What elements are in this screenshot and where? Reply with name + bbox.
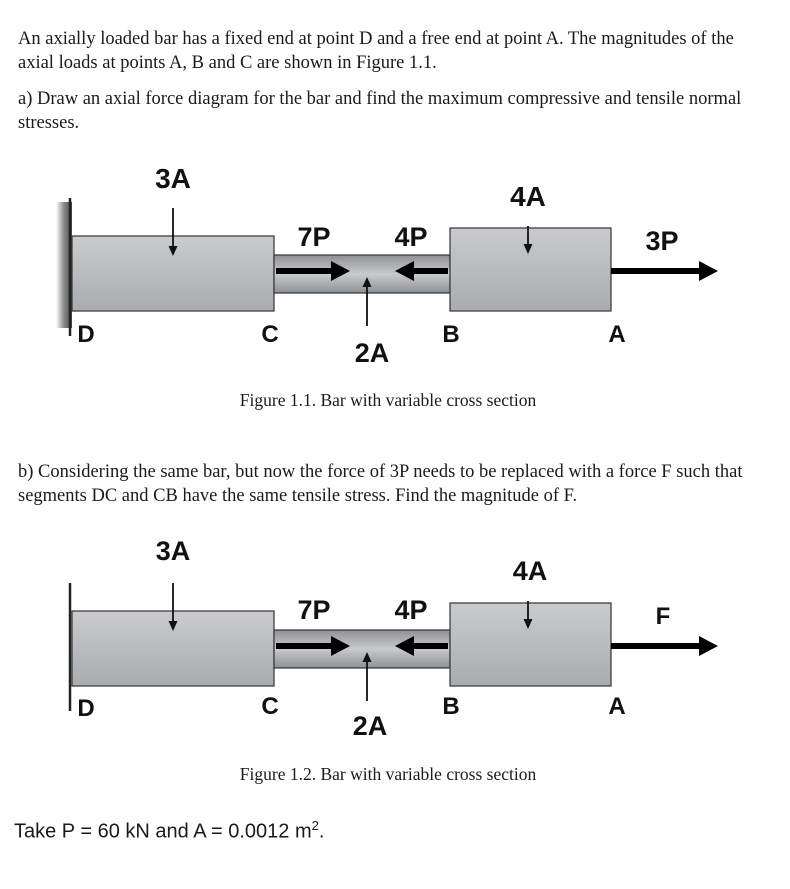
point-label-d: D <box>77 321 95 348</box>
figure-1-caption: Figure 1.1. Bar with variable cross section <box>239 390 537 410</box>
point-label-a: A <box>608 693 626 720</box>
area-arrow-cb <box>363 277 372 326</box>
segment-ba <box>450 603 611 686</box>
point-label-b: B <box>442 321 460 348</box>
area-label-ba: 4A <box>510 181 546 212</box>
force-label-c: 7P <box>297 595 331 625</box>
area-arrow-dc <box>169 583 178 631</box>
given-period: . <box>318 820 325 843</box>
area-label-dc: 3A <box>155 536 191 566</box>
problem-part-b: b) Considering the same bar, but now the force of 3P needs to be replaced with a force F such that segments DC and CB have the same tensile stress. Find the magnitude of F. <box>18 462 743 506</box>
area-label-cb: 2A <box>352 711 388 741</box>
segment-ba <box>450 228 611 311</box>
area-label-ba: 4A <box>512 556 548 586</box>
force-label-a: 3P <box>645 226 679 256</box>
force-label-c: 7P <box>297 222 331 252</box>
area-label-dc: 3A <box>155 163 191 194</box>
point-label-b: B <box>442 693 460 720</box>
force-label-a: F <box>655 603 671 630</box>
force-label-b: 4P <box>394 595 428 625</box>
point-label-c: C <box>261 321 279 348</box>
problem-part-a: a) Draw an axial force diagram for the bar and find the maximum compressive and tensile normal stresses. <box>18 89 742 133</box>
given-exponent: 2 <box>311 818 319 833</box>
point-label-c: C <box>261 693 279 720</box>
figure-1-diagram <box>0 150 790 385</box>
area-label-cb: 2A <box>354 338 390 368</box>
point-label-d: D <box>77 695 95 722</box>
point-label-a: A <box>608 321 626 348</box>
given-values <box>14 818 324 844</box>
figure-2-caption: Figure 1.2. Bar with variable cross section <box>239 764 537 784</box>
force-label-b: 4P <box>394 222 428 252</box>
area-arrow-cb <box>363 652 372 701</box>
area-arrow-dc <box>169 208 178 256</box>
force-arrow-a <box>611 636 718 656</box>
problem-intro: An axially loaded bar has a fixed end at point D and a free end at point A. The magnitudes of the axial loads at points A, B and C are shown in Figure 1.1. <box>18 29 734 73</box>
figure-2-diagram <box>0 525 790 760</box>
force-arrow-a <box>611 261 718 281</box>
given-text: Take P = 60 kN and A = 0.0012 m <box>14 820 312 843</box>
